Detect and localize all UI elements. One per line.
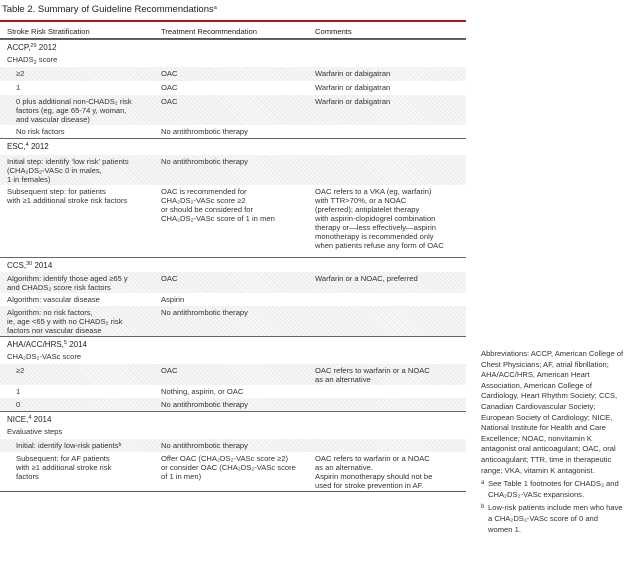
comment-line: Warfarin or a NOAC, preferred (315, 274, 418, 283)
score-label-suffix: score (36, 55, 58, 64)
treatment-line: No antithrombotic therapy (161, 308, 248, 317)
footnote-b (481, 503, 624, 535)
comment-cell (315, 274, 466, 283)
risk-line: 0 (16, 400, 21, 409)
comment-cell (315, 187, 466, 250)
risk-cell (0, 441, 161, 450)
treatment-line: Nothing, aspirin, or OAC (161, 387, 244, 396)
section-name: ACCP, (7, 43, 31, 52)
treatment-cell (161, 441, 315, 450)
risk-cell (0, 387, 161, 396)
risk-line: Initial step: identify ‘low risk’ patients (7, 157, 129, 166)
treatment-line: or should be considered for (161, 205, 254, 214)
comment-cell (315, 454, 466, 490)
treatment-line: Offer OAC (CHA₂DS₂-VASc score ≥2) (161, 454, 289, 463)
section-ref: 29 (30, 43, 37, 49)
treatment-line: CHA₂DS₂-VASc score of 1 in men (161, 214, 275, 223)
risk-line: factors (eg, age 65-74 y, woman, (16, 106, 127, 115)
comment-line: (preferred); antiplatelet therapy (315, 205, 420, 214)
risk-line: (CHA₂DS₂-VASc 0 in males, (7, 166, 102, 175)
treatment-cell: OAC (161, 83, 178, 92)
risk-line: and CHADS₂ score risk factors (7, 283, 111, 292)
treatment-cell (161, 274, 315, 283)
section-aha (0, 336, 466, 350)
comment-line: monotherapy is recommended only (315, 232, 434, 241)
section-name: AHA/ACC/HRS, (7, 340, 64, 349)
table-title (2, 4, 217, 15)
risk-cell: 1 (16, 83, 21, 92)
accp-score-label (0, 53, 466, 67)
section-ccs (0, 257, 466, 272)
table-row (0, 67, 466, 81)
comment-line: OAC refers to a VKA (eg, warfarin) (315, 187, 432, 196)
risk-line: Algorithm: identify those aged ≥65 y (7, 274, 128, 283)
risk-cell: ≥2 (16, 69, 25, 78)
section-ref: 5 (63, 340, 67, 346)
treatment-cell (161, 157, 315, 166)
risk-line: Subsequent: for AF patients (16, 454, 110, 463)
risk-line: Initial: identify low-risk patientsᵇ (16, 441, 122, 450)
treatment-line: or consider OAC (CHA₂DS₂-VASc score (161, 463, 296, 472)
risk-cell (0, 97, 161, 124)
comment-line: OAC refers to warfarin or a NOAC (315, 454, 430, 463)
section-title (0, 414, 161, 424)
section-nice (0, 411, 466, 425)
score-label: Evaluative steps (7, 427, 63, 436)
comment-line: with aspirin-clopidogrel combination (315, 214, 436, 223)
table-row (0, 95, 466, 125)
section-name: NICE, (7, 415, 29, 424)
risk-line: ≥2 (16, 366, 25, 375)
risk-line: and vascular disease) (16, 115, 90, 124)
comment-line: Aspirin monotherapy should not be (315, 472, 433, 481)
treatment-line: of 1 in men) (161, 472, 202, 481)
section-esc (0, 138, 466, 155)
table-row (0, 125, 466, 138)
comment-line: OAC refers to warfarin or a NOAC (315, 366, 430, 375)
section-ref: 30 (26, 261, 33, 267)
abbreviations-note: Abbreviations: ACCP, American College of Chest Physicians; AF, atrial fibrillation; AHA/ACC/HRS, American Heart Association, American College of Cardiology, Heart Rhythm Society; CCS, Canadian Cardiovascular Society; European Society of Cardiology; NICE, National Institute for Health and Care Excellence; NOAC, nonvitamin K antagonist oral anticoagulant; OAC, oral anticoagulant; TTR, time in therapeutic range; VKA, vitamin K antagonist. (481, 349, 624, 475)
section-title (0, 141, 161, 151)
risk-line: 0 plus additional non-CHADS₂ risk (16, 97, 132, 106)
treatment-cell: OAC (161, 97, 178, 106)
footnote-a (481, 479, 624, 500)
table-row (0, 272, 466, 293)
treatment-cell (161, 366, 315, 375)
risk-line: with ≥1 additional stroke risk factors (7, 196, 128, 205)
treatment-cell: OAC (161, 69, 178, 78)
score-label-sub: 2 (33, 60, 37, 66)
table-row (0, 364, 466, 385)
table-row (0, 398, 466, 411)
table-row (0, 439, 466, 452)
treatment-line: No antithrombotic therapy (161, 400, 248, 409)
treatment-cell (161, 308, 315, 317)
table-notes (481, 349, 624, 535)
risk-line: factors (16, 472, 39, 481)
risk-cell (0, 187, 161, 205)
footnote-mark: b (481, 504, 485, 511)
table-title-footnote-mark: a (213, 5, 217, 11)
risk-cell (0, 308, 161, 335)
treatment-cell (161, 387, 315, 396)
comment-cell: Warfarin or dabigatran (315, 97, 391, 106)
header-risk: Stroke Risk Stratification (7, 27, 90, 36)
table-header (0, 25, 466, 39)
comment-cell (315, 366, 466, 384)
section-title (0, 42, 161, 52)
risk-line: 1 (16, 387, 21, 396)
treatment-line: Aspirin (161, 295, 185, 304)
footnote-mark: a (481, 480, 485, 487)
risk-line: factors nor vascular disease (7, 326, 102, 335)
section-accp (0, 39, 466, 53)
table-row (0, 81, 466, 95)
comment-line: used for stroke prevention in AF. (315, 481, 424, 490)
table-row (0, 385, 466, 398)
section-year: 2014 (31, 415, 52, 424)
header-comments: Comments (315, 27, 352, 36)
section-year: 2014 (66, 340, 87, 349)
section-ref: 4 (25, 142, 29, 148)
treatment-cell (161, 187, 315, 223)
risk-line: Algorithm: no risk factors, (7, 308, 93, 317)
footnote-text: Low-risk patients include men who have a CHA₂DS₂-VASc score of 0 and women 1. (488, 503, 623, 534)
footnote-text: See Table 1 footnotes for CHADS₂ and CHA₂DS₂-VASc expansions. (488, 479, 619, 499)
treatment-line: OAC (161, 274, 178, 283)
treatment-cell: No antithrombotic therapy (161, 127, 248, 136)
section-year: 2012 (28, 142, 49, 151)
score-label-text: CHADS (7, 55, 34, 64)
risk-cell: No risk factors (16, 127, 65, 136)
treatment-cell (161, 454, 315, 481)
score-label (0, 55, 161, 68)
comment-line: therapy or—less effectively—aspirin (315, 223, 436, 232)
treatment-cell (161, 400, 315, 409)
comment-line: when patients refuse any form of OAC (315, 241, 444, 250)
section-year: 2012 (36, 43, 57, 52)
title-rule (0, 20, 466, 22)
score-label: CHA₂DS₂-VASc score (7, 352, 82, 361)
risk-cell (0, 157, 161, 184)
comment-line: as an alternative. (315, 463, 373, 472)
risk-cell (0, 454, 161, 481)
comment-line: as an alternative (315, 375, 371, 384)
treatment-line: CHA₂DS₂-VASc score ≥2 (161, 196, 246, 205)
table-title-text: Table 2. Summary of Guideline Recommendations (2, 4, 214, 15)
risk-line: 1 in females) (7, 175, 51, 184)
table-row (0, 306, 466, 336)
table-row (0, 293, 466, 306)
treatment-line: No antithrombotic therapy (161, 157, 248, 166)
nice-steps-label (0, 425, 466, 439)
section-ref: 4 (28, 415, 32, 421)
comment-line: with TTR>70%, or a NOAC (315, 196, 407, 205)
section-name: CCS, (7, 261, 27, 270)
risk-line: Algorithm: vascular disease (7, 295, 100, 304)
table-row (0, 452, 466, 492)
treatment-cell (161, 295, 315, 304)
aha-score-label (0, 350, 466, 364)
section-name: ESC, (7, 142, 26, 151)
treatment-line: No antithrombotic therapy (161, 441, 248, 450)
risk-cell (0, 274, 161, 292)
risk-cell (0, 295, 161, 304)
risk-cell (0, 400, 161, 409)
risk-line: Subsequent step: for patients (7, 187, 106, 196)
guidelines-table (0, 25, 466, 492)
treatment-line: OAC is recommended for (161, 187, 247, 196)
section-title (0, 339, 161, 349)
table-row (0, 155, 466, 185)
treatment-line: OAC (161, 366, 178, 375)
section-title (0, 260, 161, 270)
risk-line: ie, age <65 y with no CHADS₂ risk (7, 317, 123, 326)
header-treatment: Treatment Recommendation (161, 27, 257, 36)
comment-cell: Warfarin or dabigatran (315, 69, 391, 78)
section-year: 2014 (32, 261, 53, 270)
table-row (0, 185, 466, 257)
comment-cell: Warfarin or dabigatran (315, 83, 391, 92)
risk-cell (0, 366, 161, 375)
risk-line: with ≥1 additional stroke risk (16, 463, 112, 472)
